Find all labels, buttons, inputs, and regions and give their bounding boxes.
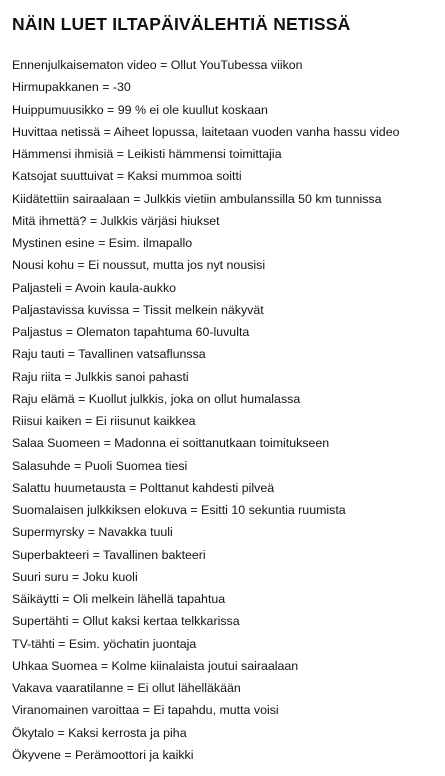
glossary-entry: Salasuhde = Puoli Suomea tiesi — [12, 458, 188, 473]
glossary-entry: Raju tauti = Tavallinen vatsaflunssa — [12, 347, 206, 362]
glossary-entry: Superbakteeri = Tavallinen bakteeri — [12, 547, 206, 562]
glossary-entry: Suomalaisen julkkiksen elokuva = Esitti 10 sekuntia ruumista — [12, 503, 346, 517]
glossary-entry: Ennenjulkaisematon video = Ollut YouTubessa viikon — [12, 58, 303, 72]
glossary-entry: Salattu huumetausta = Polttanut kahdesti pilveä — [12, 480, 275, 495]
glossary-entry: Vakava vaaratilanne = Ei ollut lähelläkään — [12, 681, 241, 695]
glossary-entry: Riisui kaiken = Ei riisunut kaikkea — [12, 414, 196, 428]
glossary-entry: Ökyvene = Perämoottori ja kaikki — [12, 747, 194, 762]
glossary-entry: Viranomainen varoittaa = Ei tapahdu, mutta voisi — [12, 703, 279, 718]
glossary-list — [12, 54, 440, 766]
glossary-entry: Hirmupakkanen = -30 — [12, 80, 131, 95]
glossary-entry: Huippumuusikko = 99 % ei ole kuullut koskaan — [12, 102, 268, 117]
glossary-entry: Ökytalo = Kaksi kerrosta ja piha — [12, 725, 187, 740]
glossary-entry: Supermyrsky = Navakka tuuli — [12, 525, 173, 540]
glossary-entry: Suuri suru = Joku kuoli — [12, 569, 138, 584]
glossary-entry: Uhkaa Suomea = Kolme kiinalaista joutui sairaalaan — [12, 658, 299, 673]
glossary-entry: Hämmensi ihmisiä = Leikisti hämmensi toimittajia — [12, 147, 282, 161]
glossary-entry: Kiidätettiin sairaalaan = Julkkis vietiin ambulanssilla 50 km tunnissa — [12, 191, 382, 206]
glossary-entry: Supertähti = Ollut kaksi kertaa telkkarissa — [12, 614, 240, 629]
document — [12, 13, 440, 766]
glossary-entry: Mystinen esine = Esim. ilmapallo — [12, 236, 193, 250]
glossary-entry: Raju elämä = Kuollut julkkis, joka on ollut humalassa — [12, 391, 301, 406]
glossary-entry: Paljastus = Olematon tapahtuma 60-luvulta — [12, 325, 250, 339]
glossary-entry: Paljastavissa kuvissa = Tissit melkein näkyvät — [12, 302, 264, 317]
glossary-entry: Katsojat suuttuivat = Kaksi mummoa soitti — [12, 169, 242, 184]
glossary-entry: Mitä ihmettä? = Julkkis värjäsi hiukset — [12, 213, 220, 228]
glossary-entry: Raju riita = Julkkis sanoi pahasti — [12, 369, 189, 384]
glossary-entry: TV-tähti = Esim. yöchatin juontaja — [12, 636, 197, 651]
glossary-entry: Paljasteli = Avoin kaula-aukko — [12, 280, 177, 295]
glossary-entry: Nousi kohu = Ei noussut, mutta jos nyt nousisi — [12, 258, 266, 273]
glossary-entry: Säikäytti = Oli melkein lähellä tapahtua — [12, 592, 226, 606]
glossary-entry: Huvittaa netissä = Aiheet lopussa, laitetaan vuoden vanha hassu video — [12, 124, 400, 139]
glossary-entry: Salaa Suomeen = Madonna ei soittanutkaan toimitukseen — [12, 436, 330, 451]
page-title: NÄIN LUET ILTAPÄIVÄLEHTIÄ NETISSÄ — [12, 14, 351, 34]
